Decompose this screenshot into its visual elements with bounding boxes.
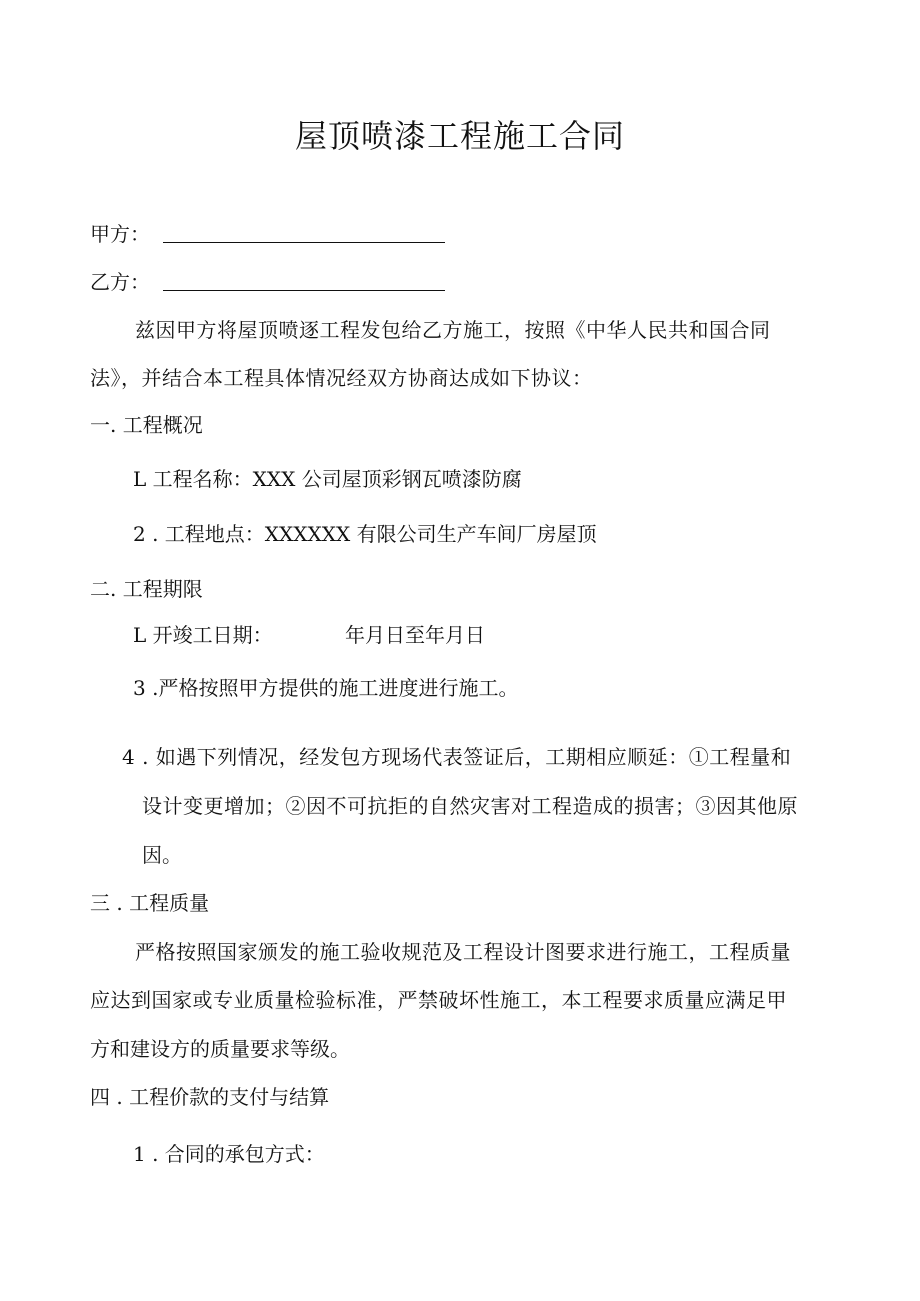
party-b-label: 乙方： (90, 270, 150, 294)
section-2-item-4-line-3: 因。 (142, 843, 182, 867)
section-3-line-1: 严格按照国家颁发的施工验收规范及工程设计图要求进行施工，工程质量 (135, 940, 791, 964)
section-3-heading: 三 . 工程质量 (90, 891, 210, 915)
section-2-heading: 二. 工程期限 (90, 577, 203, 601)
party-a-label: 甲方： (90, 222, 150, 246)
section-2-item-1: L 开竣工日期： (133, 623, 273, 647)
party-b-blank-line (163, 290, 445, 291)
section-2-item-4-line-1: 4 . 如遇下列情况，经发包方现场代表签证后，工期相应顺延：①工程量和 (122, 745, 792, 769)
intro-line-1: 兹因甲方将屋顶喷逐工程发包给乙方施工，按照《中华人民共和国合同 (135, 318, 771, 342)
section-2-item-4-line-2: 设计变更增加；②因不可抗拒的自然灾害对工程造成的损害；③因其他原 (142, 794, 798, 818)
section-1-item-1: L 工程名称：XXX 公司屋顶彩钢瓦喷漆防腐 (133, 467, 522, 491)
section-3-line-2: 应达到国家或专业质量检验标准，严禁破坏性施工，本工程要求质量应满足甲 (90, 988, 787, 1012)
section-3-line-3: 方和建设方的质量要求等级。 (90, 1037, 350, 1061)
intro-line-2: 法》，并结合本工程具体情况经双方协商达成如下协议： (90, 366, 593, 390)
section-1-heading: 一. 工程概况 (90, 413, 203, 437)
section-2-item-1-date: 年月日至年月日 (345, 623, 485, 647)
party-a-blank-line (163, 242, 445, 243)
section-1-item-2: 2 . 工程地点：XXXXXX 有限公司生产车间厂房屋顶 (133, 522, 597, 546)
section-4-item-1: 1 . 合同的承包方式： (133, 1142, 325, 1166)
page-title: 屋顶喷漆工程施工合同 (294, 117, 625, 155)
section-2-item-3: 3 .严格按照甲方提供的施工进度进行施工。 (133, 676, 519, 700)
section-4-heading: 四 . 工程价款的支付与结算 (90, 1085, 330, 1109)
